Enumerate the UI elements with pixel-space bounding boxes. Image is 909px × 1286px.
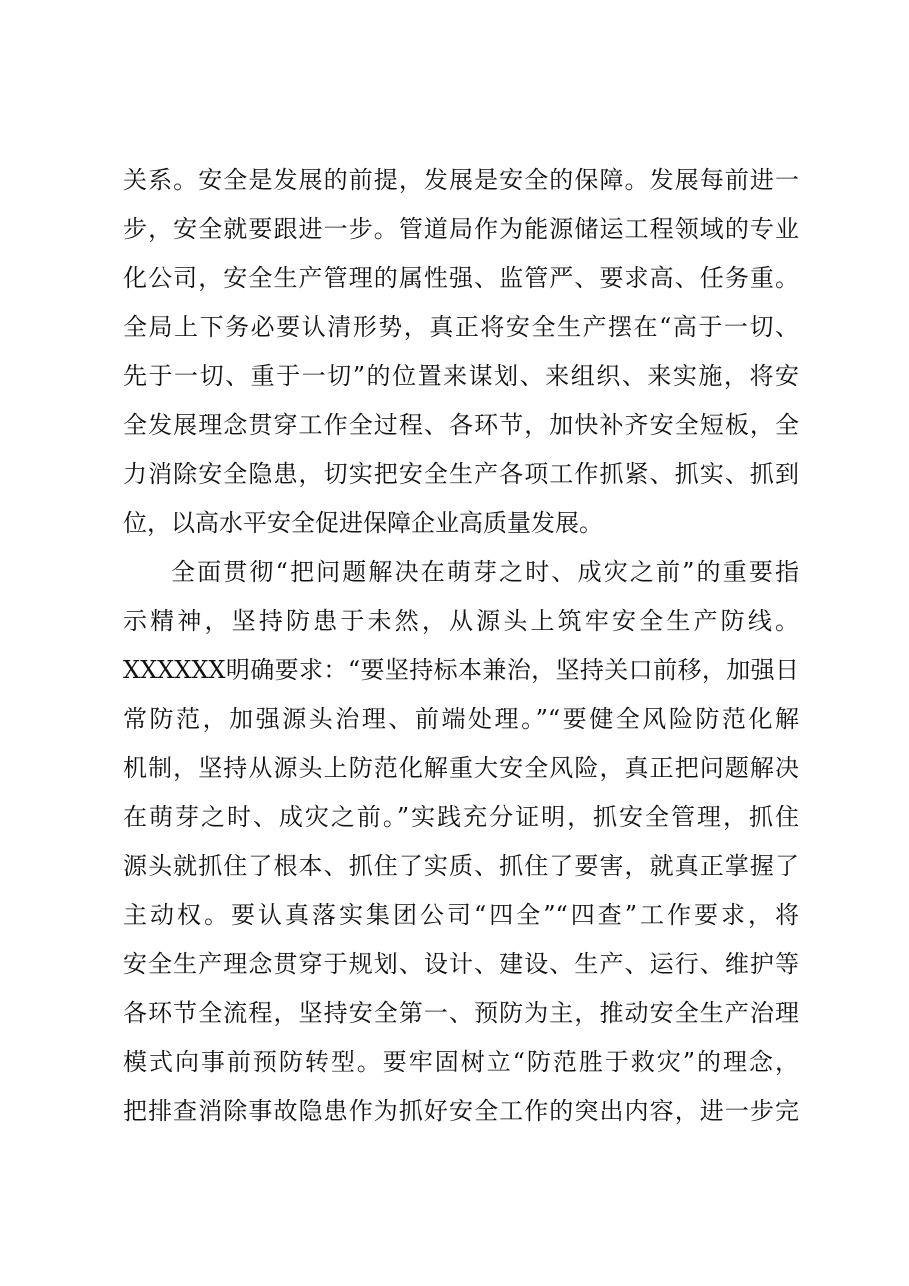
paragraph-2-line-3: XXXXXX明确要求：“要坚持标本兼治，坚持关口前移，加强日: [123, 656, 799, 684]
paragraph-1-line-8: 位，以高水平安全促进保障企业高质量发展。: [123, 509, 603, 537]
paragraph-2-line-11: 模式向事前预防转型。要牢固树立“防范胜于救灾”的理念，: [123, 1048, 799, 1076]
paragraph-1-line-1: 关系。安全是发展的前提，发展是安全的保障。发展每前进一: [123, 166, 799, 194]
paragraph-2-line-4: 常防范，加强源头治理、前端处理。”“要健全风险防范化解: [123, 705, 799, 733]
paragraph-2-line-9: 安全生产理念贯穿于规划、设计、建设、生产、运行、维护等: [123, 950, 799, 978]
paragraph-2-line-5: 机制，坚持从源头上防范化解重大安全风险，真正把问题解决: [123, 754, 799, 782]
paragraph-2-line-10: 各环节全流程，坚持安全第一、预防为主，推动安全生产治理: [123, 999, 799, 1027]
paragraph-2-line-2: 示精神，坚持防患于未然，从源头上筑牢安全生产防线。: [123, 607, 799, 635]
paragraph-2-line-7: 源头就抓住了根本、抓住了实质、抓住了要害，就真正掌握了: [123, 852, 799, 880]
paragraph-1-line-7: 力消除安全隐患，切实把安全生产各项工作抓紧、抓实、抓到: [123, 460, 799, 488]
paragraph-2-line-12: 把排查消除事故隐患作为抓好安全工作的突出内容，进一步完: [123, 1097, 799, 1125]
paragraph-1-line-5: 先于一切、重于一切”的位置来谋划、来组织、来实施，将安: [123, 362, 799, 390]
paragraph-1-line-2: 步，安全就要跟进一步。管道局作为能源储运工程领域的专业: [123, 215, 799, 243]
paragraph-2-line-8: 主动权。要认真落实集团公司“四全”“四查”工作要求，将: [123, 901, 799, 929]
paragraph-1-line-3: 化公司，安全生产管理的属性强、监管严、要求高、任务重。: [123, 264, 799, 292]
paragraph-2-line-1: 全面贯彻“把问题解决在萌芽之时、成灾之前”的重要指: [171, 558, 799, 586]
paragraph-1-line-4: 全局上下务必要认清形势，真正将安全生产摆在“高于一切、: [123, 313, 799, 341]
paragraph-1-line-6: 全发展理念贯穿工作全过程、各环节，加快补齐安全短板，全: [123, 411, 799, 439]
paragraph-2-line-6: 在萌芽之时、成灾之前。”实践充分证明，抓安全管理，抓住: [123, 803, 799, 831]
